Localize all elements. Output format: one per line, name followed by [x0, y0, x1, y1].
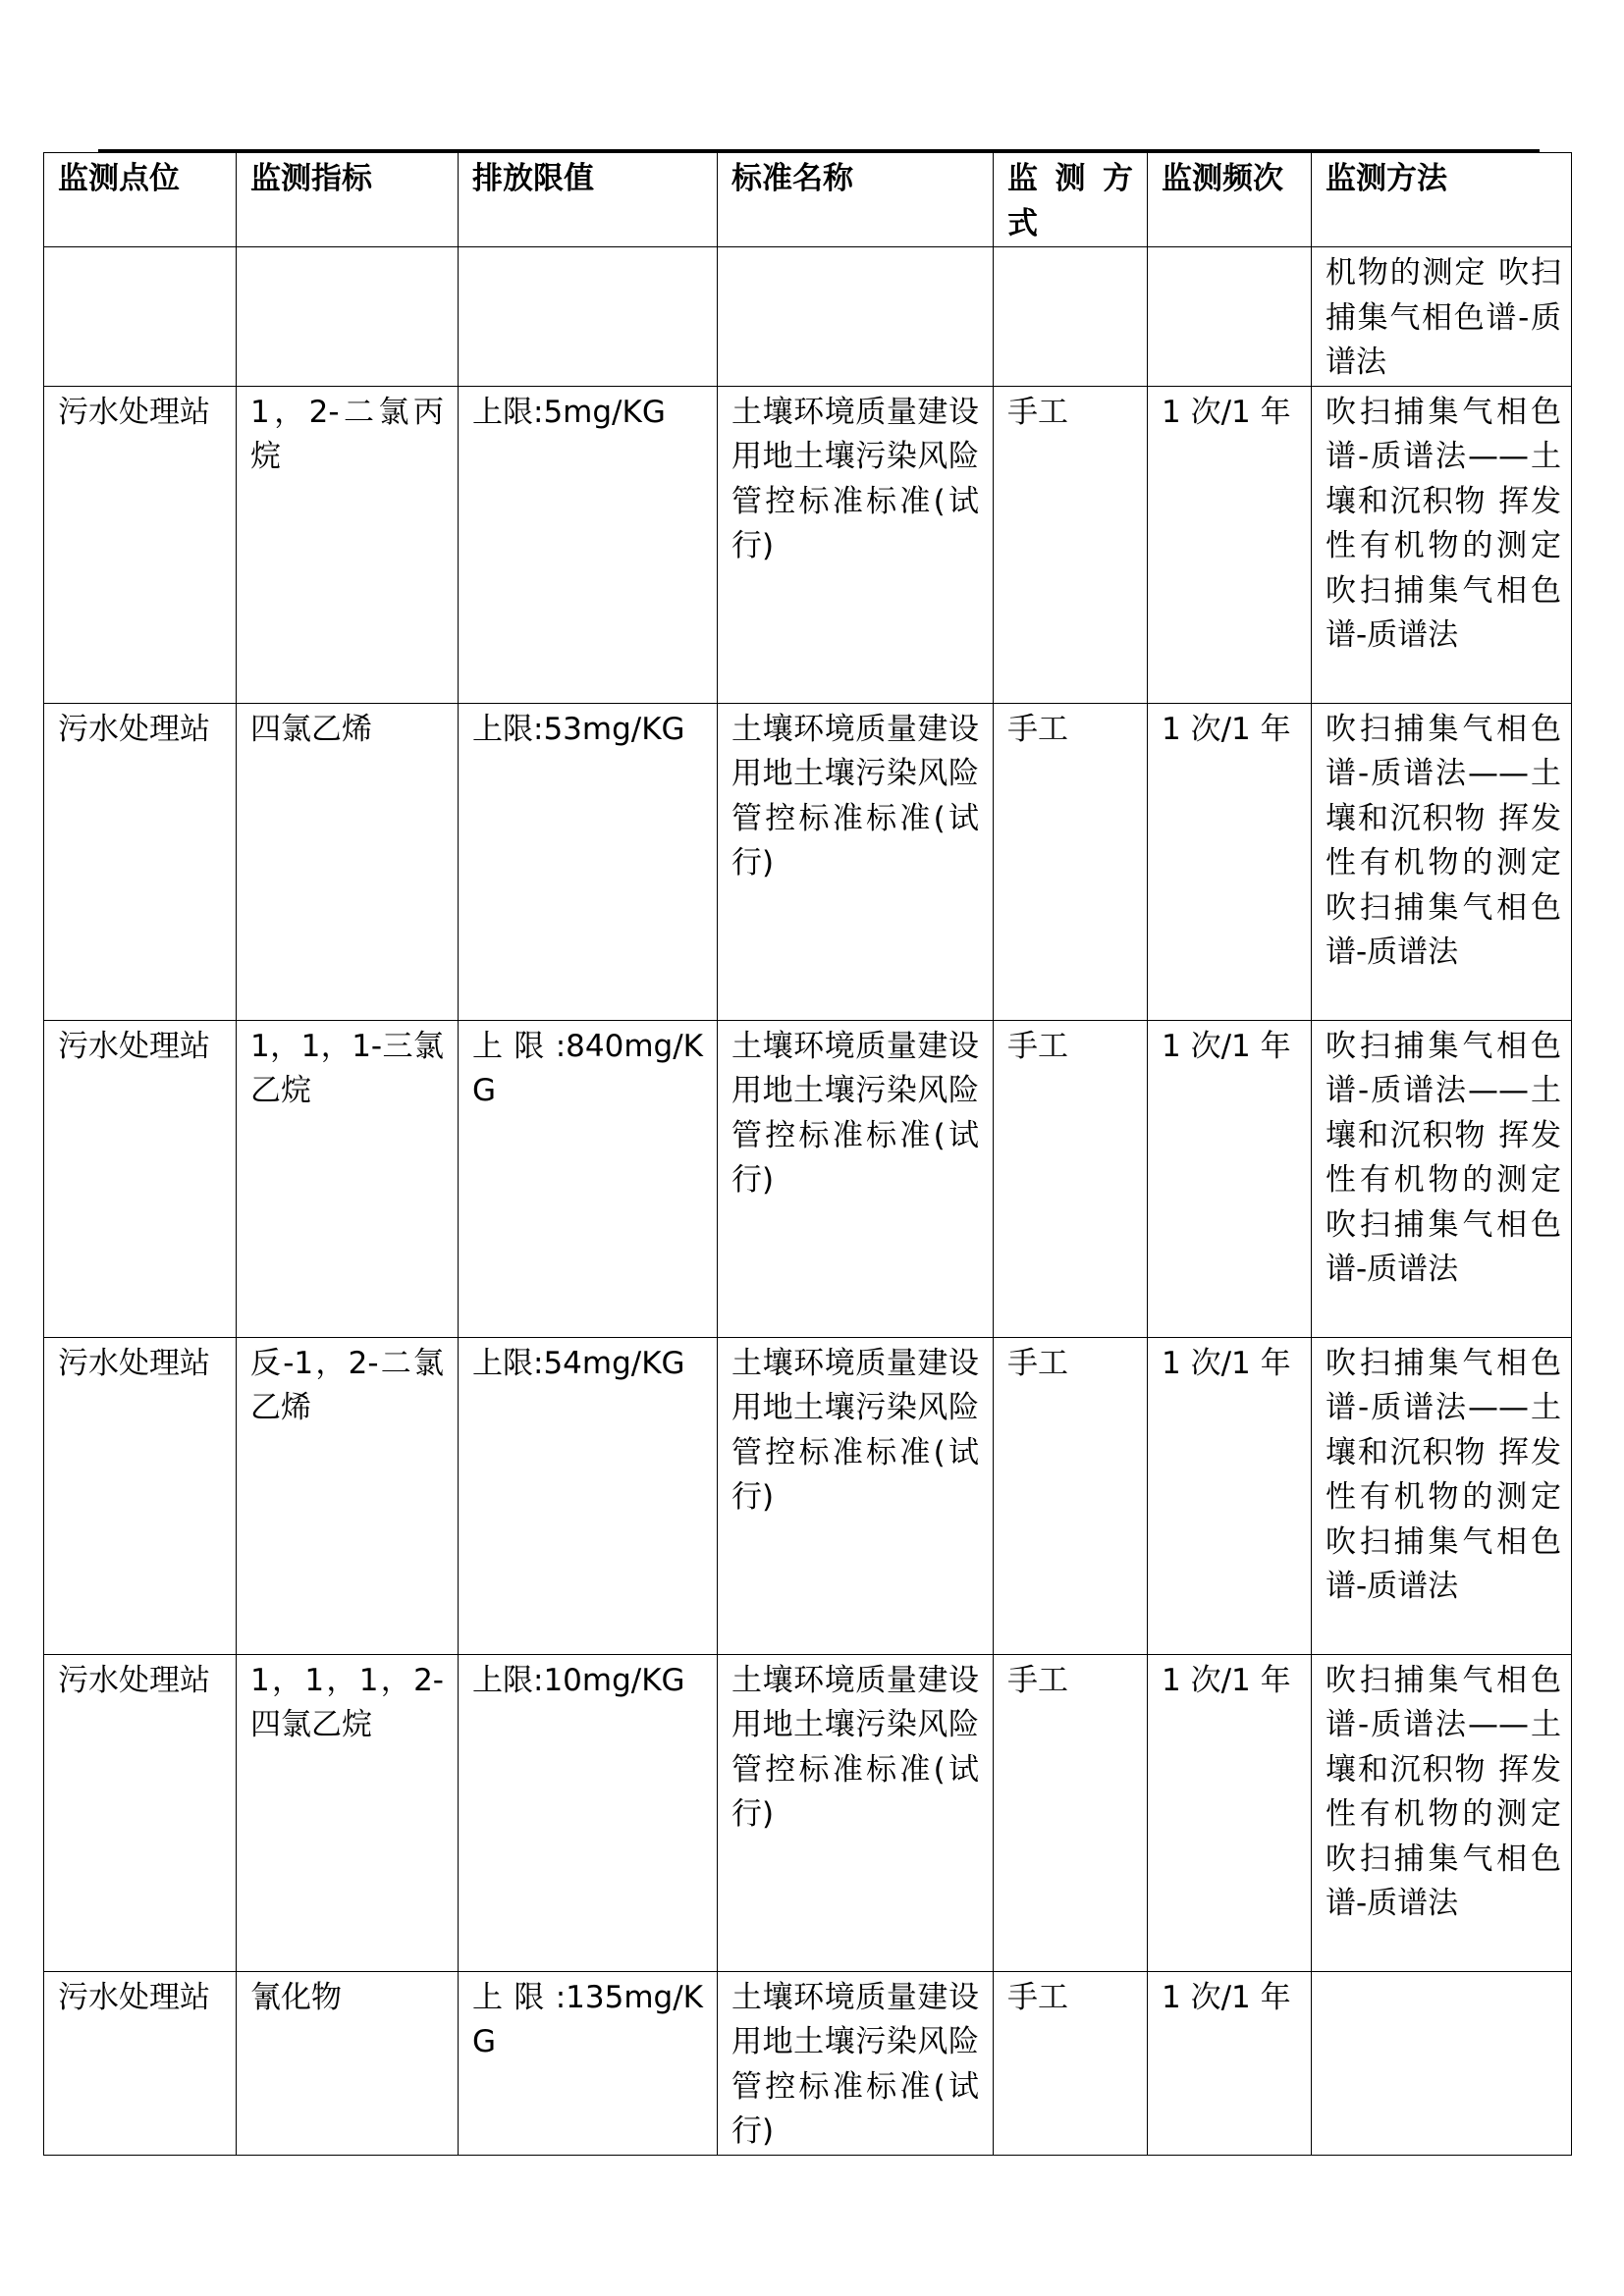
cell-method: 吹扫捕集气相色谱-质谱法——土壤和沉积物 挥发性有机物的测定 吹扫捕集气相色谱-质谱法 [1312, 703, 1572, 1020]
header-method-type: 监 测 方式 [994, 153, 1148, 247]
cell-indicator: 反-1，2-二氯乙烯 [237, 1337, 459, 1654]
cell-frequency: 1 次/1 年 [1148, 703, 1312, 1020]
cell-method-type: 手工 [994, 1654, 1148, 1971]
cell-method-type [994, 247, 1148, 387]
cell-indicator: 氰化物 [237, 1971, 459, 2155]
cell-limit: 上限:53mg/KG [459, 703, 718, 1020]
cell-indicator: 四氯乙烯 [237, 703, 459, 1020]
cell-method-type: 手工 [994, 1971, 1148, 2155]
cell-location: 污水处理站 [44, 1971, 237, 2155]
cell-standard: 土壤环境质量建设用地土壤污染风险管控标准标准(试行) [718, 1020, 994, 1337]
cell-indicator: 1，1，1-三氯乙烷 [237, 1020, 459, 1337]
cell-frequency: 1 次/1 年 [1148, 1337, 1312, 1654]
cell-method-type: 手工 [994, 386, 1148, 703]
cell-method: 吹扫捕集气相色谱-质谱法——土壤和沉积物 挥发性有机物的测定 吹扫捕集气相色谱-质谱法 [1312, 1337, 1572, 1654]
cell-method: 机物的测定 吹扫捕集气相色谱-质谱法 [1312, 247, 1572, 387]
table-header-row [44, 153, 1572, 247]
cell-method-type: 手工 [994, 1020, 1148, 1337]
header-indicator: 监测指标 [237, 153, 459, 247]
table-row [44, 1020, 1572, 1337]
cell-method [1312, 1971, 1572, 2155]
table-row [44, 1337, 1572, 1654]
cell-indicator [237, 247, 459, 387]
cell-frequency: 1 次/1 年 [1148, 1971, 1312, 2155]
cell-standard: 土壤环境质量建设用地土壤污染风险管控标准标准(试行) [718, 703, 994, 1020]
cell-standard: 土壤环境质量建设用地土壤污染风险管控标准标准(试行) [718, 386, 994, 703]
cell-limit: 上限:5mg/KG [459, 386, 718, 703]
cell-frequency: 1 次/1 年 [1148, 1654, 1312, 1971]
cell-location: 污水处理站 [44, 1654, 237, 1971]
table-row [44, 703, 1572, 1020]
cell-method: 吹扫捕集气相色谱-质谱法——土壤和沉积物 挥发性有机物的测定 吹扫捕集气相色谱-质谱法 [1312, 1020, 1572, 1337]
table-row-continuation [44, 247, 1572, 387]
header-limit: 排放限值 [459, 153, 718, 247]
cell-location: 污水处理站 [44, 1020, 237, 1337]
header-frequency: 监测频次 [1148, 153, 1312, 247]
cell-limit: 上限:135mg/KG [459, 1971, 718, 2155]
table-row [44, 386, 1572, 703]
header-method: 监测方法 [1312, 153, 1572, 247]
cell-method-type: 手工 [994, 703, 1148, 1020]
cell-location: 污水处理站 [44, 386, 237, 703]
table-row [44, 1971, 1572, 2155]
cell-limit: 上限:54mg/KG [459, 1337, 718, 1654]
cell-limit: 上限:10mg/KG [459, 1654, 718, 1971]
cell-frequency: 1 次/1 年 [1148, 386, 1312, 703]
cell-location: 污水处理站 [44, 1337, 237, 1654]
cell-method: 吹扫捕集气相色谱-质谱法——土壤和沉积物 挥发性有机物的测定 吹扫捕集气相色谱-质谱法 [1312, 1654, 1572, 1971]
cell-method: 吹扫捕集气相色谱-质谱法——土壤和沉积物 挥发性有机物的测定 吹扫捕集气相色谱-质谱法 [1312, 386, 1572, 703]
cell-frequency [1148, 247, 1312, 387]
cell-limit: 上限:840mg/KG [459, 1020, 718, 1337]
cell-location [44, 247, 237, 387]
cell-standard: 土壤环境质量建设用地土壤污染风险管控标准标准(试行) [718, 1971, 994, 2155]
cell-standard: 土壤环境质量建设用地土壤污染风险管控标准标准(试行) [718, 1337, 994, 1654]
header-location: 监测点位 [44, 153, 237, 247]
cell-method-type: 手工 [994, 1337, 1148, 1654]
cell-frequency: 1 次/1 年 [1148, 1020, 1312, 1337]
cell-location: 污水处理站 [44, 703, 237, 1020]
cell-indicator: 1，2-二氯丙烷 [237, 386, 459, 703]
cell-standard [718, 247, 994, 387]
monitoring-table [43, 152, 1572, 2156]
cell-limit [459, 247, 718, 387]
table-row [44, 1654, 1572, 1971]
cell-indicator: 1，1，1，2-四氯乙烷 [237, 1654, 459, 1971]
header-standard: 标准名称 [718, 153, 994, 247]
cell-standard: 土壤环境质量建设用地土壤污染风险管控标准标准(试行) [718, 1654, 994, 1971]
